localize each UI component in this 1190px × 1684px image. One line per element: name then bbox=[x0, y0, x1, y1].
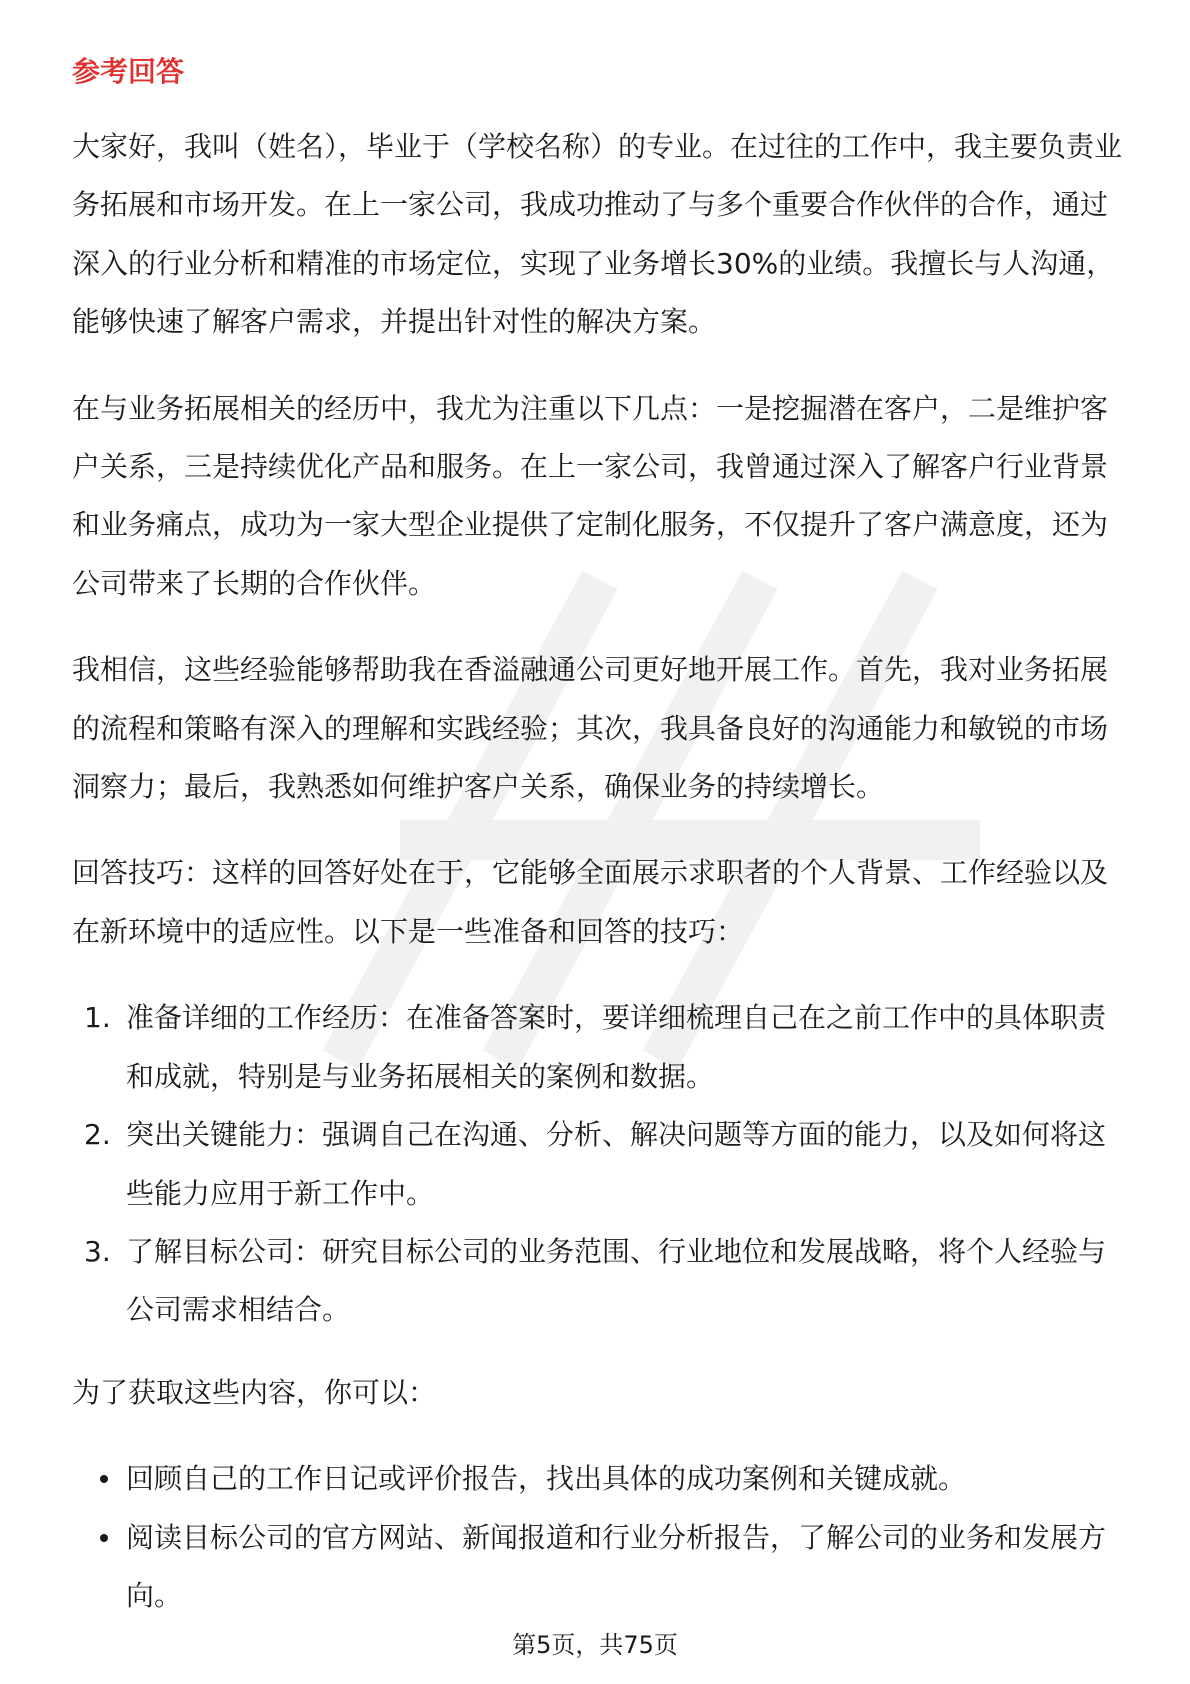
page-number: 第5页，共75页 bbox=[512, 1631, 678, 1659]
list-marker: 1. bbox=[84, 1001, 111, 1035]
list-item-text: 了解目标公司：研究目标公司的业务范围、行业地位和发展战略，将个人经验与公司需求相结合。 bbox=[126, 1234, 1107, 1327]
list-item bbox=[72, 1223, 1122, 1340]
list-marker: 3. bbox=[84, 1234, 111, 1268]
paragraph-experience: 在与业务拓展相关的经历中，我尤为注重以下几点：一是挖掘潜在客户，二是维护客户关系，三是持续优化产品和服务。在上一家公司，我曾通过深入了解客户行业背景和业务痛点，成功为一家大型企业提供了定制化服务，不仅提升了客户满意度，还为公司带来了长期的合作伙伴。 bbox=[72, 391, 1109, 600]
bullet-item bbox=[72, 1509, 1122, 1626]
paragraph-value: 我相信，这些经验能够帮助我在香溢融通公司更好地开展工作。首先，我对业务拓展的流程和策略有深入的理解和实践经验；其次，我具备良好的沟通能力和敏锐的市场洞察力；最后，我熟悉如何维护客户关系，确保业务的持续增长。 bbox=[72, 653, 1109, 804]
section-heading: 参考回答 bbox=[72, 55, 185, 88]
bullet-text: 阅读目标公司的官方网站、新闻报道和行业分析报告，了解公司的业务和发展方向。 bbox=[126, 1520, 1107, 1612]
bullet-text: 回顾自己的工作日记或评价报告，找出具体的成功案例和关键成就。 bbox=[126, 1462, 967, 1496]
tips-list bbox=[72, 989, 1122, 1339]
paragraph-tips: 回答技巧：这样的回答好处在于，它能够全面展示求职者的个人背景、工作经验以及在新环境中的适应性。以下是一些准备和回答的技巧： bbox=[72, 856, 1109, 948]
list-marker: 2. bbox=[84, 1118, 111, 1152]
list-item bbox=[72, 989, 1122, 1106]
paragraph-intro: 大家好，我叫（姓名），毕业于（学校名称）的专业。在过往的工作中，我主要负责业务拓展和市场开发。在上一家公司，我成功推动了与多个重要合作伙伴的合作，通过深入的行业分析和精准的市场定位，实现了业务增长30%的业绩。我擅长与人沟通，能够快速了解客户需求，并提出针对性的解决方案。 bbox=[72, 130, 1123, 339]
bullet-list bbox=[72, 1450, 1122, 1625]
list-item-text: 准备详细的工作经历：在准备答案时，要详细梳理自己在之前工作中的具体职责和成就，特别是与业务拓展相关的案例和数据。 bbox=[126, 1001, 1107, 1093]
bullet-dot-icon bbox=[100, 1534, 108, 1542]
bullet-dot-icon bbox=[100, 1475, 108, 1483]
list-item-text: 突出关键能力：强调自己在沟通、分析、解决问题等方面的能力，以及如何将这些能力应用于新工作中。 bbox=[126, 1118, 1107, 1210]
list-item bbox=[72, 1106, 1122, 1223]
paragraph-bullets-intro: 为了获取这些内容，你可以： bbox=[72, 1375, 437, 1409]
bullet-item bbox=[72, 1450, 1122, 1508]
document-page bbox=[72, 48, 1122, 1625]
